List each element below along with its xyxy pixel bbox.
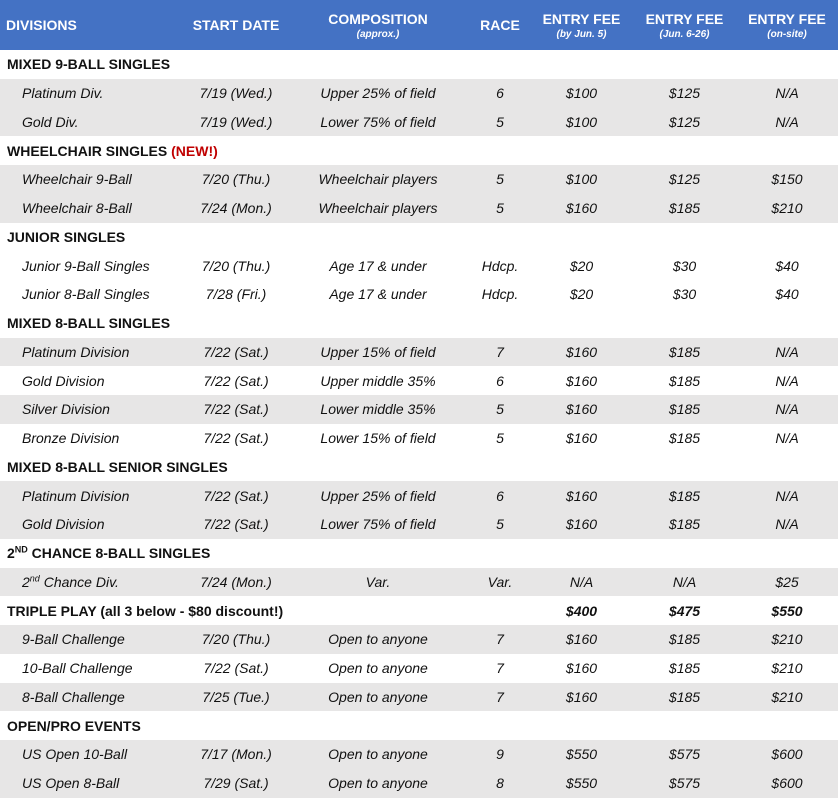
start-date: 7/29 (Sat.) bbox=[186, 769, 286, 798]
composition: Wheelchair players bbox=[286, 165, 470, 194]
fee-early: $160 bbox=[565, 430, 598, 447]
table-row bbox=[0, 108, 838, 137]
race: 5 bbox=[496, 430, 504, 447]
fee-regular: $575 bbox=[633, 740, 736, 769]
section-title-post: CHANCE 8-BALL SINGLES bbox=[27, 545, 211, 562]
fee-early: $20 bbox=[569, 286, 594, 303]
division-name: 8-Ball Challenge bbox=[0, 683, 186, 712]
race: 9 bbox=[470, 740, 530, 769]
fee-onsite: N/A bbox=[736, 395, 838, 424]
race: Hdcp. bbox=[481, 286, 519, 303]
race: 7 bbox=[470, 338, 530, 367]
race: 7 bbox=[470, 625, 530, 654]
fee-regular: $185 bbox=[633, 194, 736, 223]
section-triple-play bbox=[0, 596, 838, 625]
fee-onsite: $150 bbox=[736, 165, 838, 194]
start-date: 7/20 (Thu.) bbox=[201, 257, 271, 274]
fee-regular: $185 bbox=[633, 395, 736, 424]
fee-early: N/A bbox=[530, 568, 633, 597]
start-date: 7/22 (Sat.) bbox=[186, 395, 286, 424]
table-row bbox=[0, 79, 838, 108]
start-date: 7/24 (Mon.) bbox=[186, 568, 286, 597]
header-fee-2 bbox=[633, 0, 736, 50]
fee-regular: $185 bbox=[633, 481, 736, 510]
race: 7 bbox=[470, 683, 530, 712]
division-name: Silver Division bbox=[0, 395, 186, 424]
start-date: 7/20 (Thu.) bbox=[186, 165, 286, 194]
section-title bbox=[0, 136, 838, 165]
fee-regular: N/A bbox=[633, 568, 736, 597]
table-row bbox=[0, 654, 838, 683]
start-date: 7/17 (Mon.) bbox=[186, 740, 286, 769]
header-race: RACE bbox=[470, 0, 530, 50]
race: Var. bbox=[470, 568, 530, 597]
division-name: Platinum Division bbox=[0, 481, 186, 510]
table-row bbox=[0, 395, 838, 424]
division-name: Gold Division bbox=[0, 510, 186, 539]
header-start-date: START DATE bbox=[186, 0, 286, 50]
fee-regular: $185 bbox=[633, 625, 736, 654]
race: 6 bbox=[496, 372, 504, 389]
composition: Upper 15% of field bbox=[286, 338, 470, 367]
division-name: US Open 8-Ball bbox=[0, 769, 186, 798]
composition: Open to anyone bbox=[286, 683, 470, 712]
composition: Open to anyone bbox=[328, 660, 428, 677]
start-date: 7/19 (Wed.) bbox=[186, 108, 286, 137]
fee-regular: $125 bbox=[633, 79, 736, 108]
header-fee-2-sub: (Jun. 6-26) bbox=[659, 28, 710, 40]
division-name: Gold Div. bbox=[0, 108, 186, 137]
header-fee-1-label: ENTRY FEE bbox=[542, 10, 621, 27]
fee-regular: $185 bbox=[668, 660, 701, 677]
start-date: 7/22 (Sat.) bbox=[203, 372, 269, 389]
race: 8 bbox=[470, 769, 530, 798]
start-date: 7/19 (Wed.) bbox=[186, 79, 286, 108]
header-fee-3 bbox=[736, 0, 838, 50]
start-date: 7/28 (Fri.) bbox=[205, 286, 267, 303]
composition: Age 17 & under bbox=[329, 286, 427, 303]
division-name: Junior 8-Ball Singles bbox=[22, 286, 150, 303]
division-name: Bronze Division bbox=[22, 430, 120, 447]
header-fee-1-sub: (by Jun. 5) bbox=[556, 28, 607, 40]
fee-onsite: $600 bbox=[736, 769, 838, 798]
division-name: Wheelchair 8-Ball bbox=[0, 194, 186, 223]
fee-onsite: $40 bbox=[775, 286, 799, 303]
fee-early: $550 bbox=[530, 740, 633, 769]
header-fee-2-label: ENTRY FEE bbox=[645, 10, 724, 27]
division-name: 9-Ball Challenge bbox=[0, 625, 186, 654]
section-open-pro bbox=[0, 711, 838, 740]
division-name: US Open 10-Ball bbox=[0, 740, 186, 769]
header-composition-sub: (approx.) bbox=[356, 28, 400, 40]
section-title: MIXED 9-BALL SINGLES bbox=[0, 50, 838, 79]
fee-early: $100 bbox=[530, 165, 633, 194]
composition: Upper middle 35% bbox=[320, 372, 436, 389]
fee-early: $160 bbox=[530, 481, 633, 510]
fee-onsite: $550 bbox=[736, 596, 838, 625]
header-fee-3-label: ENTRY FEE bbox=[748, 10, 826, 27]
composition: Open to anyone bbox=[286, 625, 470, 654]
fee-onsite: N/A bbox=[736, 108, 838, 137]
fee-early: $400 bbox=[530, 596, 633, 625]
section-title-sup: ND bbox=[14, 544, 28, 555]
section-wheelchair bbox=[0, 136, 838, 165]
table-row bbox=[0, 510, 838, 539]
fee-early: $160 bbox=[565, 372, 598, 389]
header-fee-1 bbox=[530, 0, 633, 50]
fee-onsite: N/A bbox=[736, 79, 838, 108]
table-row bbox=[0, 366, 838, 395]
start-date: 7/24 (Mon.) bbox=[186, 194, 286, 223]
composition: Upper 25% of field bbox=[286, 79, 470, 108]
section-title-text: WHEELCHAIR SINGLES bbox=[7, 142, 168, 159]
section-title: TRIPLE PLAY (all 3 below - $80 discount!) bbox=[0, 596, 530, 625]
division-name: Gold Division bbox=[22, 372, 105, 389]
section-junior bbox=[0, 223, 838, 252]
table-row bbox=[0, 424, 838, 453]
composition: Lower 75% of field bbox=[286, 108, 470, 137]
header-composition bbox=[286, 0, 470, 50]
fee-onsite: $600 bbox=[736, 740, 838, 769]
section-second-chance bbox=[0, 539, 838, 568]
fee-early: $550 bbox=[530, 769, 633, 798]
table-row bbox=[0, 165, 838, 194]
table-row bbox=[0, 683, 838, 712]
division-name bbox=[0, 568, 186, 597]
race: 7 bbox=[496, 660, 504, 677]
section-mixed-8-ball bbox=[0, 309, 838, 338]
start-date: 7/22 (Sat.) bbox=[203, 660, 269, 677]
fee-early: $20 bbox=[569, 257, 594, 274]
composition: Open to anyone bbox=[286, 769, 470, 798]
section-title-pre: 2 bbox=[7, 545, 15, 562]
table-row bbox=[0, 280, 838, 309]
fee-onsite: $210 bbox=[736, 683, 838, 712]
section-mixed-9-ball bbox=[0, 50, 838, 79]
race: 6 bbox=[470, 79, 530, 108]
division-name-post: Chance Div. bbox=[39, 573, 119, 590]
division-name: Wheelchair 9-Ball bbox=[0, 165, 186, 194]
composition: Age 17 & under bbox=[329, 257, 427, 274]
fee-onsite: N/A bbox=[736, 481, 838, 510]
fee-onsite: N/A bbox=[736, 510, 838, 539]
start-date: 7/20 (Thu.) bbox=[186, 625, 286, 654]
race: 5 bbox=[470, 395, 530, 424]
fee-onsite: $210 bbox=[736, 625, 838, 654]
fee-early: $160 bbox=[530, 194, 633, 223]
fee-early: $100 bbox=[530, 108, 633, 137]
division-name-pre: 2 bbox=[22, 573, 30, 590]
start-date: 7/25 (Tue.) bbox=[186, 683, 286, 712]
start-date: 7/22 (Sat.) bbox=[186, 338, 286, 367]
fee-early: $160 bbox=[530, 625, 633, 654]
fee-onsite: N/A bbox=[775, 430, 799, 447]
fee-onsite: N/A bbox=[775, 372, 799, 389]
race: 5 bbox=[470, 165, 530, 194]
new-badge: (NEW!) bbox=[171, 142, 218, 159]
table-row bbox=[0, 568, 838, 597]
section-title: JUNIOR SINGLES bbox=[0, 223, 838, 252]
composition: Upper 25% of field bbox=[286, 481, 470, 510]
fee-regular: $185 bbox=[633, 510, 736, 539]
fee-regular: $185 bbox=[668, 430, 701, 447]
race: Hdcp. bbox=[481, 257, 519, 274]
fee-early: $160 bbox=[530, 683, 633, 712]
table-row bbox=[0, 194, 838, 223]
section-senior bbox=[0, 453, 838, 482]
composition: Var. bbox=[286, 568, 470, 597]
fee-onsite: $210 bbox=[771, 660, 803, 677]
fee-regular: $125 bbox=[633, 165, 736, 194]
header-composition-label: COMPOSITION bbox=[328, 10, 428, 27]
fee-onsite: N/A bbox=[736, 338, 838, 367]
fee-onsite: $210 bbox=[736, 194, 838, 223]
fee-early: $160 bbox=[530, 395, 633, 424]
fee-regular: $125 bbox=[633, 108, 736, 137]
division-name: Platinum Division bbox=[0, 338, 186, 367]
fee-regular: $30 bbox=[672, 286, 697, 303]
header-fee-3-sub: (on-site) bbox=[767, 28, 807, 40]
race: 5 bbox=[470, 108, 530, 137]
table-row bbox=[0, 625, 838, 654]
race: 6 bbox=[470, 481, 530, 510]
table-row bbox=[0, 251, 838, 280]
section-title: MIXED 8-BALL SINGLES bbox=[0, 309, 838, 338]
fee-regular: $185 bbox=[668, 372, 701, 389]
composition: Lower 75% of field bbox=[286, 510, 470, 539]
race: 5 bbox=[470, 194, 530, 223]
division-name: 10-Ball Challenge bbox=[22, 660, 133, 677]
fee-onsite: $40 bbox=[775, 257, 799, 274]
composition: Lower middle 35% bbox=[286, 395, 470, 424]
fee-early: $160 bbox=[530, 338, 633, 367]
start-date: 7/22 (Sat.) bbox=[186, 510, 286, 539]
division-name-sup: nd bbox=[29, 573, 40, 584]
fee-regular: $30 bbox=[672, 257, 697, 274]
fee-early: $160 bbox=[565, 660, 598, 677]
division-name: Junior 9-Ball Singles bbox=[22, 257, 150, 274]
division-name: Platinum Div. bbox=[0, 79, 186, 108]
header-divisions: DIVISIONS bbox=[0, 0, 186, 50]
fee-early: $100 bbox=[530, 79, 633, 108]
fee-regular: $185 bbox=[633, 338, 736, 367]
start-date: 7/22 (Sat.) bbox=[186, 481, 286, 510]
section-title: OPEN/PRO EVENTS bbox=[0, 711, 838, 740]
fee-regular: $575 bbox=[633, 769, 736, 798]
composition: Lower 15% of field bbox=[320, 430, 436, 447]
composition: Wheelchair players bbox=[286, 194, 470, 223]
table-row bbox=[0, 481, 838, 510]
fee-early: $160 bbox=[530, 510, 633, 539]
header-row bbox=[0, 0, 838, 50]
section-title: MIXED 8-BALL SENIOR SINGLES bbox=[0, 453, 838, 482]
fee-regular: $185 bbox=[633, 683, 736, 712]
table-row bbox=[0, 740, 838, 769]
table-row bbox=[0, 338, 838, 367]
fee-onsite: $25 bbox=[736, 568, 838, 597]
race: 5 bbox=[470, 510, 530, 539]
start-date: 7/22 (Sat.) bbox=[203, 430, 269, 447]
table-row bbox=[0, 769, 838, 798]
composition: Open to anyone bbox=[286, 740, 470, 769]
fee-regular: $475 bbox=[633, 596, 736, 625]
section-title bbox=[0, 539, 838, 568]
